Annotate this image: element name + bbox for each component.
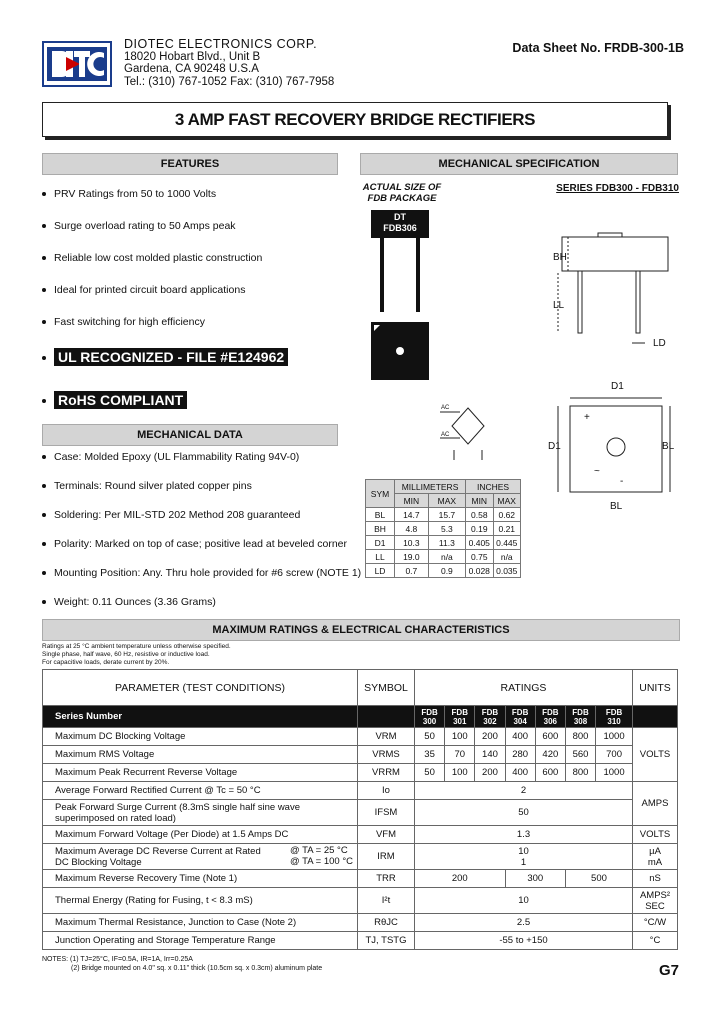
mechanical-data-list xyxy=(42,451,361,625)
label-d1-side: D1 xyxy=(548,441,561,452)
terminal-minus: - xyxy=(620,476,624,487)
package-top-view xyxy=(371,322,429,380)
series-number-label: Series Number xyxy=(43,706,358,728)
feature-item: Fast switching for high efficiency xyxy=(42,316,262,348)
rohs-badge: RoHS COMPLIANT xyxy=(54,391,187,409)
schematic-ac-1: AC xyxy=(441,405,450,411)
dim-row: D1 10.3 11.3 0.405 0.445 xyxy=(366,536,521,550)
mech-item: Soldering: Per MIL-STD 202 Method 208 guaranteed xyxy=(42,509,361,538)
terminal-plus: + xyxy=(584,412,590,423)
rating-row: Junction Operating and Storage Temperature Range TJ, TSTG -55 to +150 °C xyxy=(43,932,678,950)
dim-row: BH 4.8 5.3 0.19 0.21 xyxy=(366,522,521,536)
label-bh: BH xyxy=(553,252,567,263)
label-bl-bottom: BL xyxy=(610,501,623,512)
actual-size-label: ACTUAL SIZE OF xyxy=(362,182,442,193)
package-side-view xyxy=(371,210,429,238)
rating-row: Maximum Average DC Reverse Current at Rated DC Blocking Voltage @ TA = 25 °C @ TA = 100 °C IRM 10 1 µA mA xyxy=(43,844,678,870)
package-mark-dt: DT xyxy=(394,212,406,222)
address-line-2: Gardena, CA 90248 U.S.A xyxy=(124,63,259,75)
feature-item: PRV Ratings from 50 to 1000 Volts xyxy=(42,188,262,220)
package-lead xyxy=(416,238,420,312)
mechanical-data-heading: MECHANICAL DATA xyxy=(42,424,338,446)
rating-row: Maximum RMS Voltage VRMS 35 70 140 280 420 560 700 xyxy=(43,746,678,764)
rating-row: Maximum Thermal Resistance, Junction to Case (Note 2) RθJC 2.5 °C/W xyxy=(43,914,678,932)
page-number: G7 xyxy=(659,962,680,979)
mech-item: Mounting Position: Any. Thru hole provided for #6 screw (NOTE 1) xyxy=(42,567,361,596)
features-heading: FEATURES xyxy=(42,153,338,175)
package-mark-part: FDB306 xyxy=(383,223,417,233)
col-units: UNITS xyxy=(633,670,678,706)
col-ratings: RATINGS xyxy=(415,670,633,706)
ul-badge: UL RECOGNIZED - FILE #E124962 xyxy=(54,348,288,366)
col-symbol: SYMBOL xyxy=(358,670,415,706)
series-label: SERIES FDB300 - FDB310 xyxy=(556,183,679,194)
mech-item: Case: Molded Epoxy (UL Flammability Rating 94V-0) xyxy=(42,451,361,480)
ul-badge-row xyxy=(42,349,288,367)
ratings-note: For capacitive loads, derate current by 20%. xyxy=(42,659,170,666)
terminal-ac: ~ xyxy=(594,466,600,477)
mech-spec-heading: MECHANICAL SPECIFICATION xyxy=(360,153,678,175)
rating-row: Peak Forward Surge Current (8.3mS single half sine wave superimposed on rated load) IFSM 50 xyxy=(43,800,678,826)
address-line-1: 18020 Hobart Blvd., Unit B xyxy=(124,50,261,63)
package-lead xyxy=(380,238,384,312)
footnote-1: NOTES: (1) TJ=25°C, IF=0.5A, IR=1A, Irr=0.25A xyxy=(42,956,193,963)
outline-top-drawing xyxy=(540,388,680,498)
ratings-table: PARAMETER (TEST CONDITIONS) SYMBOL RATINGS UNITS Series Number FDB 300 FDB 301 FDB 302 FDB 304 FDB 306 FDB 308 FDB 310 Maximum DC Blocking Voltage VRM 50 100 200 400 600 800 1000 VOLTS Maximum RMS Voltage VRMS 35 70 140 280 420 560 700 Maximum Peak Recurrent Reverse Voltage VRRM 50 100 200 400 600 800 1000 Average Forward Rectified Current @ Tc = 50 °C Io 2 AMPS Peak Forward Surge Current (8.3mS single half sine wave superimposed on rated load) IFSM 50 Maximum Forward Voltage (Per Diode) at 1.5 Amps DC VFM 1.3 VOLTS Maximum Average DC Reverse Current at Rated DC Blocking Voltage @ TA = 25 °C @ TA = 100 °C IRM 10 1 µA mA Maximum Reverse Recovery Time (Note 1) TRR 200 300 500 nS Thermal Energy (Rating for Fusing, t < 8.3 mS) I²t 10 AMPS² SEC Maximum Thermal Resistance, Junction to Case (Note 2) RθJC 2.5 °C/W Junction Operating and Storage Temperature Range TJ, TSTG -55 to +150 °C xyxy=(42,669,678,950)
rating-row: Maximum Peak Recurrent Reverse Voltage VRRM 50 100 200 400 600 800 1000 xyxy=(43,764,678,782)
schematic-ac-2: AC xyxy=(441,432,450,438)
dim-inch-header: INCHES xyxy=(466,480,521,494)
dim-sym-header: SYM xyxy=(366,480,395,508)
features-list xyxy=(42,188,262,348)
mech-item: Weight: 0.11 Ounces (3.36 Grams) xyxy=(42,596,361,625)
mech-item: Terminals: Round silver plated copper pins xyxy=(42,480,361,509)
dim-row: LL 19.0 n/a 0.75 n/a xyxy=(366,550,521,564)
mech-item: Polarity: Marked on top of case; positive lead at beveled corner xyxy=(42,538,361,567)
dim-row: BL 14.7 15.7 0.58 0.62 xyxy=(366,508,521,522)
dim-max-header: MAX xyxy=(428,494,465,508)
ratings-note: Single phase, half wave, 60 Hz, resistive or inductive load. xyxy=(42,651,210,658)
rating-row: Maximum DC Blocking Voltage VRM 50 100 200 400 600 800 1000 VOLTS xyxy=(43,728,678,746)
label-d1-top: D1 xyxy=(611,381,624,392)
title-box xyxy=(42,102,668,137)
feature-item: Surge overload rating to 50 Amps peak xyxy=(42,220,262,252)
page-title: 3 AMP FAST RECOVERY BRIDGE RECTIFIERS xyxy=(174,110,536,129)
footnotes xyxy=(42,955,322,973)
mounting-hole xyxy=(396,347,404,355)
ratings-heading: MAXIMUM RATINGS & ELECTRICAL CHARACTERISTICS xyxy=(42,619,680,641)
ratings-notes xyxy=(42,643,231,667)
dim-mm-header: MILLIMETERS xyxy=(395,480,466,494)
footnote-2: (2) Bridge mounted on 4.0" sq. x 0.11" thick (10.5cm sq. x 0.3cm) aluminum plate xyxy=(71,965,323,972)
dimension-table xyxy=(365,479,521,578)
col-parameter: PARAMETER (TEST CONDITIONS) xyxy=(43,670,358,706)
feature-item: Reliable low cost molded plastic construction xyxy=(42,252,262,284)
rating-row: Maximum Reverse Recovery Time (Note 1) TRR 200 300 500 nS xyxy=(43,870,678,888)
rating-row: Maximum Forward Voltage (Per Diode) at 1.5 Amps DC VFM 1.3 VOLTS xyxy=(43,826,678,844)
dim-row: LD 0.7 0.9 0.028 0.035 xyxy=(366,564,521,578)
dim-max-header: MAX xyxy=(493,494,520,508)
label-ll: LL xyxy=(553,300,565,311)
package-label: FDB PACKAGE xyxy=(367,193,437,204)
company-name: DIOTEC ELECTRONICS CORP. xyxy=(124,37,318,51)
rating-row: Average Forward Rectified Current @ Tc = 50 °C Io 2 AMPS xyxy=(43,782,678,800)
label-bl-side: BL xyxy=(662,441,675,452)
phone-fax: Tel.: (310) 767-1052 Fax: (310) 767-7958 xyxy=(124,75,335,88)
dim-min-header: MIN xyxy=(395,494,429,508)
ratings-note: Ratings at 25 °C ambient temperature unless otherwise specified. xyxy=(42,643,231,650)
label-ld: LD xyxy=(653,338,666,349)
feature-item: Ideal for printed circuit board applications xyxy=(42,284,262,316)
rohs-badge-row xyxy=(42,392,187,410)
rating-row: Thermal Energy (Rating for Fusing, t < 8.3 mS) I²t 10 AMPS² SEC xyxy=(43,888,678,914)
datasheet-number: Data Sheet No. FRDB-300-1B xyxy=(512,41,684,55)
dim-min-header: MIN xyxy=(466,494,493,508)
